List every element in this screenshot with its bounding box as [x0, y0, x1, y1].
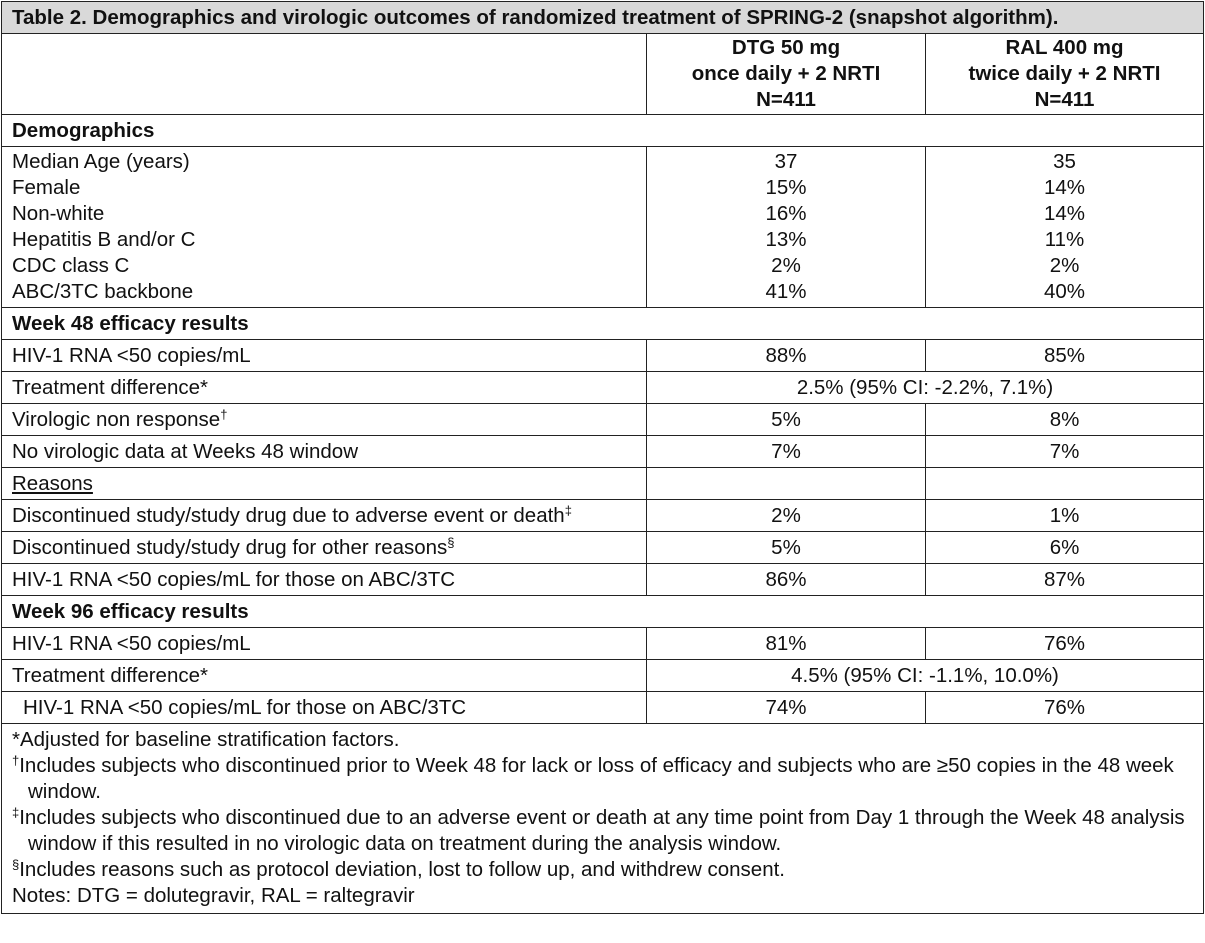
table-row	[2, 628, 1204, 660]
row-label: HIV-1 RNA <50 copies/mL for those on ABC/3TC	[2, 564, 647, 596]
table-row	[2, 500, 1204, 532]
demo-dtg-value: 15%	[765, 176, 807, 199]
demo-dtg-value: 13%	[765, 228, 807, 251]
demo-ral-value: 14%	[1043, 176, 1086, 199]
table-row	[2, 468, 1204, 500]
row-label: HIV-1 RNA <50 copies/mL	[2, 628, 647, 660]
empty-cell	[647, 468, 926, 500]
outcomes-table	[1, 1, 1204, 914]
row-label: Treatment difference*	[2, 372, 647, 404]
demo-label: Hepatitis B and/or C	[12, 228, 196, 251]
footnote-notes: Notes: DTG = dolutegravir, RAL = raltegravir	[12, 884, 415, 907]
header-dtg-line2: once daily + 2 NRTI	[691, 62, 881, 85]
footnote-double-dagger	[12, 805, 1193, 857]
reasons-label: Reasons	[12, 471, 93, 495]
ral-value: 6%	[926, 532, 1204, 564]
double-dagger-mark: ‡	[12, 805, 20, 820]
table-row	[2, 692, 1204, 724]
header-row	[2, 34, 1204, 115]
demo-label: Female	[12, 176, 81, 199]
dtg-value: 2%	[647, 500, 926, 532]
section-mark: §	[447, 534, 455, 550]
demographics-ral-values	[926, 147, 1204, 308]
row-label: HIV-1 RNA <50 copies/mL	[2, 340, 647, 372]
section-title: Week 96 efficacy results	[2, 596, 1204, 628]
ral-value: 1%	[926, 500, 1204, 532]
footnote-asterisk: *Adjusted for baseline stratification factors.	[12, 728, 400, 751]
demographics-labels	[2, 147, 647, 308]
section-week48	[2, 308, 1204, 340]
footnote-text: Includes subjects who discontinued due to an adverse event or death at any time point from Day 1 through the Week 48 analysis window if this resulted in no virologic data on treatment during the analysis window.	[19, 806, 1185, 855]
footnote-dagger	[12, 753, 1193, 805]
demo-label: Non-white	[12, 202, 105, 225]
demo-dtg-value: 37	[774, 150, 798, 173]
double-dagger-mark: ‡	[564, 502, 572, 518]
demo-ral-value: 14%	[1043, 202, 1086, 225]
table-row	[2, 660, 1204, 692]
dtg-value: 5%	[647, 404, 926, 436]
ral-value: 87%	[926, 564, 1204, 596]
header-ral	[926, 34, 1204, 115]
ral-value: 85%	[926, 340, 1204, 372]
header-ral-line3: N=411	[1034, 88, 1095, 111]
treatment-difference-value: 4.5% (95% CI: -1.1%, 10.0%)	[647, 660, 1204, 692]
treatment-difference-value: 2.5% (95% CI: -2.2%, 7.1%)	[647, 372, 1204, 404]
demo-label: Median Age (years)	[12, 150, 190, 173]
dagger-mark: †	[12, 753, 20, 768]
section-title: Demographics	[2, 115, 1204, 147]
table-row	[2, 340, 1204, 372]
row-label-text: Virologic non response	[12, 407, 221, 431]
demo-label: CDC class C	[12, 254, 130, 277]
row-label	[2, 404, 647, 436]
demo-ral-value: 35	[1053, 150, 1076, 173]
ral-value: 76%	[926, 692, 1204, 724]
footnotes-row	[2, 724, 1204, 914]
section-title: Week 48 efficacy results	[2, 308, 1204, 340]
demo-ral-value: 11%	[1044, 228, 1085, 251]
ral-value: 7%	[926, 436, 1204, 468]
row-label	[2, 500, 647, 532]
demo-ral-value: 40%	[1043, 280, 1086, 303]
ral-value: 76%	[926, 628, 1204, 660]
header-dtg-line3: N=411	[756, 88, 816, 111]
header-empty-cell	[2, 34, 647, 115]
dtg-value: 74%	[647, 692, 926, 724]
table-row	[2, 532, 1204, 564]
dtg-value: 88%	[647, 340, 926, 372]
dagger-mark: †	[220, 406, 228, 422]
demo-dtg-value: 16%	[765, 202, 807, 225]
row-label-text: Discontinued study/study drug due to adverse event or death	[12, 503, 565, 527]
dtg-value: 5%	[647, 532, 926, 564]
footnotes	[2, 724, 1204, 914]
demo-dtg-value: 2%	[771, 254, 801, 277]
row-label: Treatment difference*	[2, 660, 647, 692]
demo-ral-value: 2%	[1049, 254, 1080, 277]
dtg-value: 81%	[647, 628, 926, 660]
footnote-text: Includes reasons such as protocol deviation, lost to follow up, and withdrew consent.	[19, 858, 786, 881]
header-dtg	[647, 34, 926, 115]
table-title: Table 2. Demographics and virologic outcomes of randomized treatment of SPRING-2 (snapshot algorithm).	[2, 2, 1204, 34]
table-row	[2, 436, 1204, 468]
footnote-section	[12, 857, 1193, 883]
row-label	[2, 532, 647, 564]
row-label	[2, 468, 647, 500]
row-label-text: Discontinued study/study drug for other reasons	[12, 535, 448, 559]
dtg-value: 86%	[647, 564, 926, 596]
header-ral-line1: RAL 400 mg	[1005, 36, 1124, 59]
section-mark: §	[12, 857, 20, 872]
demographics-block	[2, 147, 1204, 308]
demographics-dtg-values	[647, 147, 926, 308]
table-row	[2, 404, 1204, 436]
dtg-value: 7%	[647, 436, 926, 468]
row-label: HIV-1 RNA <50 copies/mL for those on ABC/3TC	[2, 692, 647, 724]
table-row	[2, 564, 1204, 596]
ral-value: 8%	[926, 404, 1204, 436]
header-dtg-line1: DTG 50 mg	[731, 36, 841, 59]
section-week96	[2, 596, 1204, 628]
demo-label: ABC/3TC backbone	[12, 280, 194, 303]
demo-dtg-value: 41%	[765, 280, 807, 303]
header-ral-line2: twice daily + 2 NRTI	[968, 62, 1161, 85]
table-row	[2, 372, 1204, 404]
footnote-text: Includes subjects who discontinued prior to Week 48 for lack or loss of efficacy and subjects who are ≥50 copies in the 48 week window.	[19, 754, 1174, 803]
row-label: No virologic data at Weeks 48 window	[2, 436, 647, 468]
empty-cell	[926, 468, 1204, 500]
title-row	[2, 2, 1204, 34]
section-demographics	[2, 115, 1204, 147]
